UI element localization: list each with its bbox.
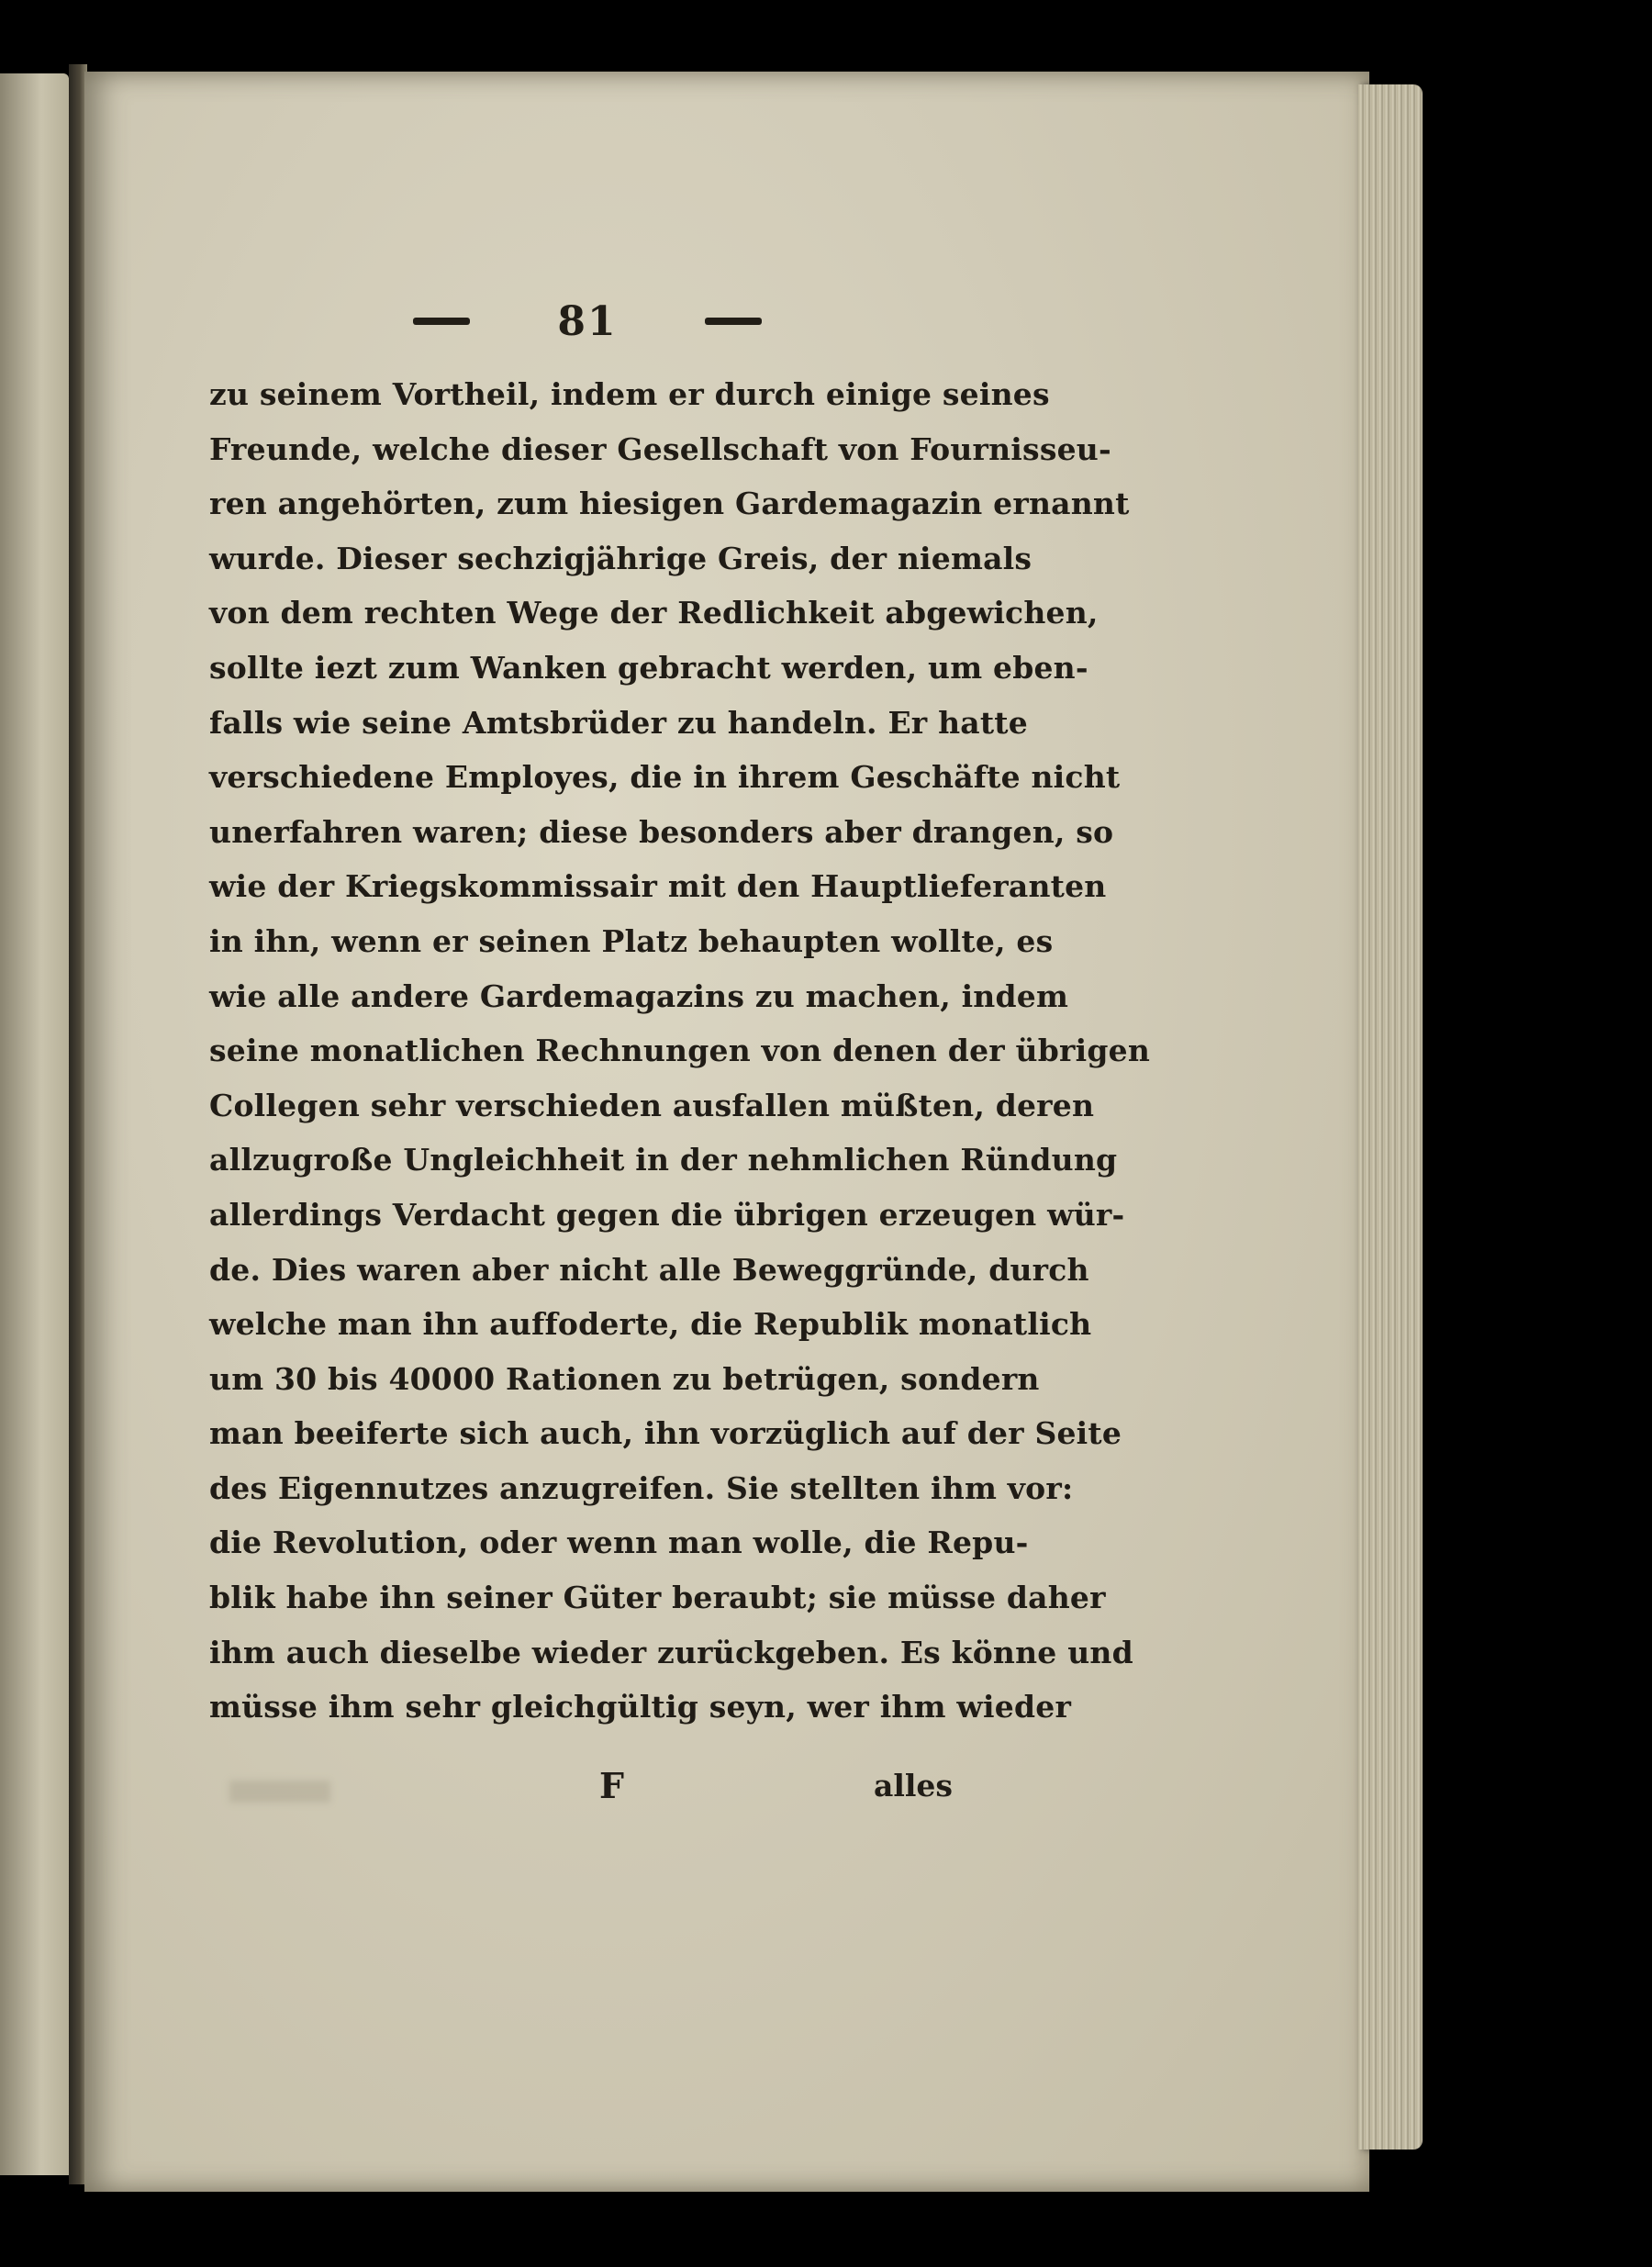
- page-number: 81: [557, 297, 618, 345]
- text-line: falls wie seine Amtsbrüder zu handeln. Er hatte: [209, 704, 1028, 741]
- text-line: wie alle andere Gardemagazins zu machen, indem: [209, 977, 1069, 1014]
- text-line: sollte iezt zum Wanken gebracht werden, um eben-: [209, 649, 1088, 686]
- header-right-rule: [705, 318, 762, 325]
- text-line: die Revolution, oder wenn man wolle, die Repu-: [209, 1524, 1029, 1561]
- catchword: alles: [873, 1768, 953, 1804]
- signature-mark: F: [599, 1765, 624, 1806]
- text-line: seine monatlichen Rechnungen von denen der übrigen: [209, 1033, 1151, 1069]
- text-line: de. Dies waren aber nicht alle Beweggründe, durch: [209, 1251, 1089, 1288]
- text-line: unerfahren waren; diese besonders aber drangen, so: [209, 813, 1114, 850]
- text-line: wurde. Dieser sechzigjährige Greis, der niemals: [209, 540, 1032, 576]
- left-page-edge: [0, 73, 69, 2175]
- text-line: blik habe ihn seiner Güter beraubt; sie müsse daher: [209, 1580, 1106, 1616]
- page-edges-stack: [1358, 84, 1423, 2150]
- text-line: verschiedene Employes, die in ihrem Geschäfte nicht: [209, 759, 1121, 796]
- text-line: welche man ihn auffoderte, die Republik monatlich: [209, 1306, 1092, 1343]
- text-line: des Eigennutzes anzugreifen. Sie stellten ihm vor:: [209, 1469, 1074, 1506]
- body-text: [209, 367, 1151, 1735]
- text-line: allzugroße Ungleichheit in der nehmlichen Ründung: [209, 1142, 1118, 1178]
- page-footer: [209, 1759, 953, 1814]
- text-line: ihm auch dieselbe wieder zurückgeben. Es könne und: [209, 1634, 1133, 1670]
- text-line: ren angehörten, zum hiesigen Gardemagazin ernannt: [209, 486, 1130, 522]
- text-line: wie der Kriegskommissair mit den Hauptlieferanten: [209, 868, 1107, 905]
- text-line: allerdings Verdacht gegen die übrigen erzeugen wür-: [209, 1196, 1125, 1233]
- text-line: in ihn, wenn er seinen Platz behaupten wollte, es: [209, 922, 1054, 959]
- text-line: um 30 bis 40000 Rationen zu betrügen, sondern: [209, 1360, 1040, 1397]
- page-header: [413, 294, 762, 349]
- header-left-rule: [413, 318, 470, 325]
- text-line: müsse ihm sehr gleichgültig seyn, wer ihm wieder: [209, 1689, 1072, 1725]
- text-line: Collegen sehr verschieden ausfallen müßten, deren: [209, 1087, 1095, 1123]
- text-line: Freunde, welche dieser Gesellschaft von Fournisseu-: [209, 430, 1111, 467]
- text-line: zu seinem Vortheil, indem er durch einige seines: [209, 376, 1050, 412]
- text-line: von dem rechten Wege der Redlichkeit abgewichen,: [209, 595, 1099, 631]
- text-line: man beeiferte sich auch, ihn vorzüglich auf der Seite: [209, 1415, 1122, 1452]
